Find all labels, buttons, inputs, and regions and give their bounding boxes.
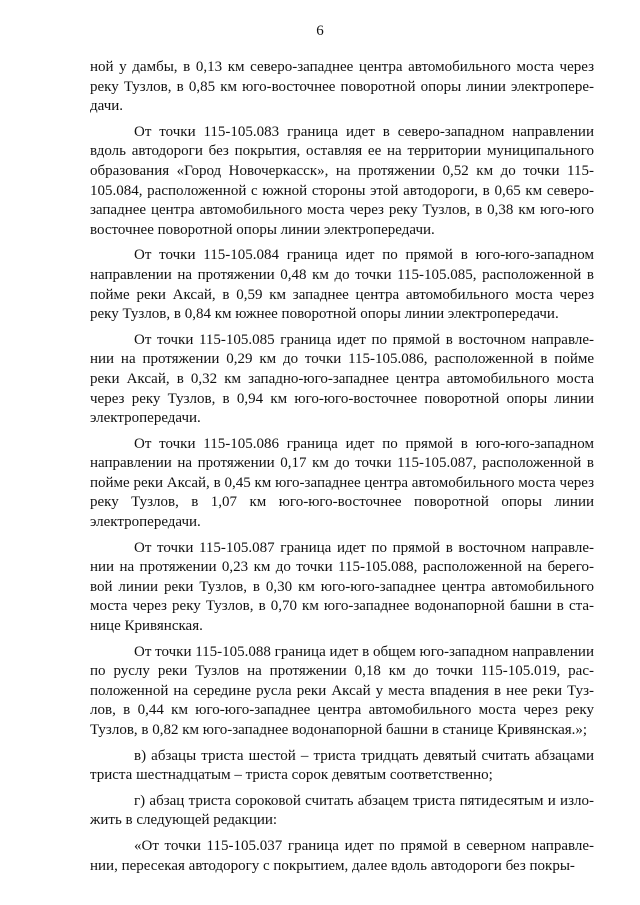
paragraph-point-086: От точки 115-105.086 граница идет по прямой в юго-юго-западном направлении на протяжении 0,17 км до точки 115-105.087, расположенной в пойме реки Аксай, в 0,45 км юго-западнее центра автомобильного моста через реку Тузлов, в 1,07 км юго-юго-восточнее поворотной опоры линии электропередачи. bbox=[90, 435, 594, 531]
paragraph-point-088: От точки 115-105.088 граница идет в общем юго-западном направлении по руслу реки Тузлов на протяжении 0,18 км до точки 115-105.019, расположенной на середине русла реки Аксай у места впадения в нее реки Тузлов, в 0,44 км юго-юго-западнее центра автомобильного моста через реку Тузлов, в 0,82 км юго-западнее водонапорной башни в станице Кривянская.»; bbox=[90, 643, 594, 738]
paragraph-point-084: От точки 115-105.084 граница идет по прямой в юго-юго-западном направлении на протяжении 0,48 км до точки 115-105.085, расположенной в пойме реки Аксай, в 0,59 км западнее центра автомобильного моста через реку Тузлов, в 0,84 км южнее поворотной опоры линии электропередачи. bbox=[90, 247, 594, 323]
paragraph-point-083: От точки 115-105.083 граница идет в северо-западном направлении вдоль автодороги без покрытия, оставляя ее на территории муниципального образования «Город Новочеркасск», на протяжении 0,52 км до точки 115-105.084, расположенной с южной стороны этой автодороги, в 0,65 км северо-западнее центра автомобильного моста через реку Тузлов, в 0,38 км юго-юго восточнее поворотной опоры линии электропередачи. bbox=[90, 123, 594, 238]
paragraph-point-087: От точки 115-105.087 граница идет по прямой в восточном направлении на протяжении 0,23 км до точки 115-105.088, расположенной на береговой линии реки Тузлов, в 0,30 км юго-юго-западнее центра автомобильного моста через реку Тузлов, в 0,70 км юго-западнее водонапорной башни в станице Кривянская. bbox=[90, 539, 594, 635]
page-number: 6 bbox=[316, 23, 324, 39]
paragraph-item-g: г) абзац триста сороковой считать абзацем триста пятидесятым и изложить в следующей редакции: bbox=[90, 792, 594, 829]
document-body bbox=[90, 58, 594, 882]
paragraph-point-037: «От точки 115-105.037 граница идет по прямой в северном направлении, пересекая автодорогу с покрытием, далее вдоль автодороги без покры- bbox=[90, 837, 594, 874]
paragraph-continuation: ной у дамбы, в 0,13 км северо-западнее центра автомобильного моста через реку Тузлов, в 0,85 км юго-восточнее поворотной опоры линии электропередачи. bbox=[90, 59, 594, 115]
paragraph-point-085: От точки 115-105.085 граница идет по прямой в восточном направлении на протяжении 0,29 км до точки 115-105.086, расположенной в пойме реки Аксай, в 0,32 км западно-юго-западнее центра автомобильного моста через реку Тузлов, в 0,94 км юго-юго-восточнее поворотной опоры линии электропередачи. bbox=[90, 331, 594, 427]
paragraph-item-v: в) абзацы триста шестой – триста тридцать девятый считать абзацами триста шестнадцатым – триста сорок девятым соответственно; bbox=[90, 747, 594, 784]
